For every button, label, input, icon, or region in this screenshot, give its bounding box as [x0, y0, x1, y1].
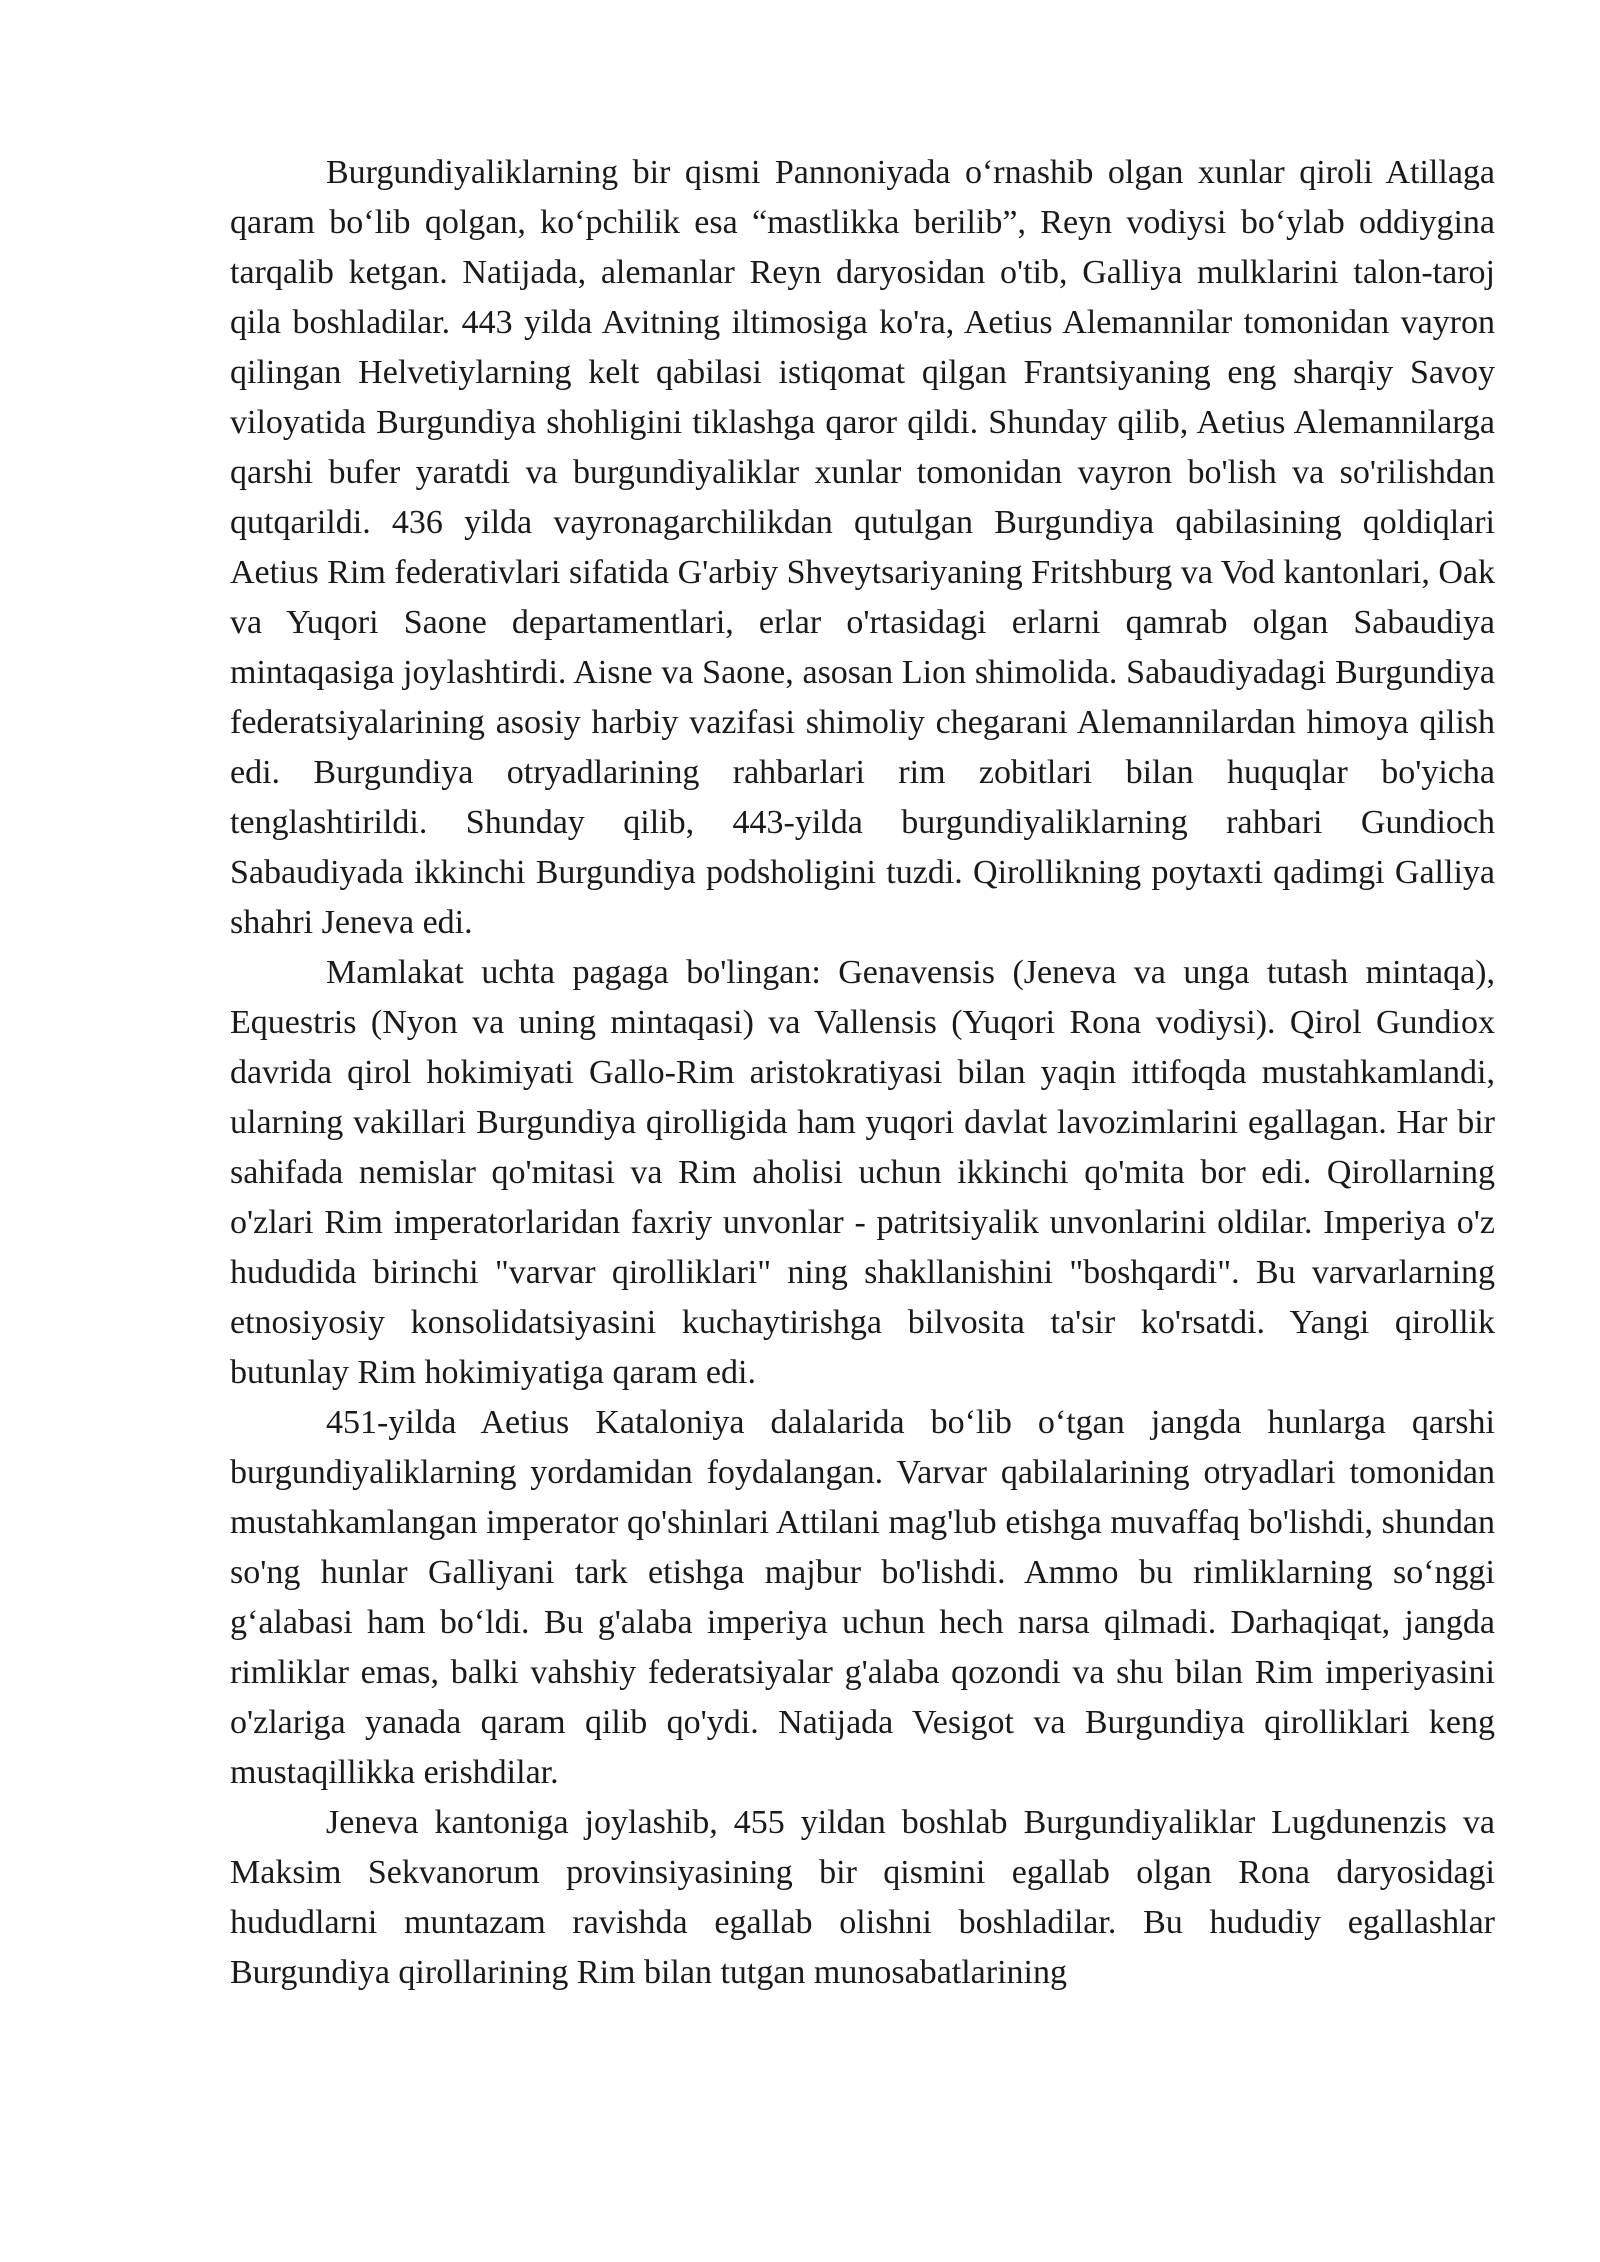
- paragraph-4: Jeneva kantoniga joylashib, 455 yildan boshlab Burgundiyaliklar Lugdunenzis va Maksim Sekvanorum provinsiyasining bir qismini egallab olgan Rona daryosidagi hududlarni muntazam ravishda egallab olishni boshladilar. Bu hududiy egallashlar Burgundiya qirollarining Rim bilan tutgan munosabatlarining: [230, 1804, 1495, 1991]
- paragraph-1: Burgundiyaliklarning bir qismi Pannoniyada o‘rnashib olgan xunlar qiroli Atillaga qaram bo‘lib qolgan, ko‘pchilik esa “mastlikka berilib”, Reyn vodiysi bo‘ylab oddiygina tarqalib ketgan. Natijada, alemanlar Reyn daryosidan o'tib, Galliya mulklarini talon-taroj qila boshladilar. 443 yilda Avitning iltimosiga ko'ra, Aetius Alemannilar tomonidan vayron qilingan Helvetiylarning kelt qabilasi istiqomat qilgan Frantsiyaning eng sharqiy Savoy viloyatida Burgundiya shohligini tiklashga qaror qildi. Shunday qilib, Aetius Alemannilarga qarshi bufer yaratdi va burgundiyaliklar xunlar tomonidan vayron bo'lish va so'rilishdan qutqarildi. 436 yilda vayronagarchilikdan qutulgan Burgundiya qabilasining qoldiqlari Aetius Rim federativlari sifatida G'arbiy Shveytsariyaning Fritshburg va Vod kantonlari, Oak va Yuqori Saone departamentlari, erlar o'rtasidagi erlarni qamrab olgan Sabaudiya mintaqasiga joylashtirdi. Aisne va Saone, asosan Lion shimolida. Sabaudiyadagi Burgundiya federatsiyalarining asosiy harbiy vazifasi shimoliy chegarani Alemannilardan himoya qilish edi. Burgundiya otryadlarining rahbarlari rim zobitlari bilan huquqlar bo'yicha tenglashtirildi. Shunday qilib, 443-yilda burgundiyaliklarning rahbari Gundioch Sabaudiyada ikkinchi Burgundiya podsholigini tuzdi. Qirollikning poytaxti qadimgi Galliya shahri Jeneva edi.: [230, 154, 1495, 941]
- document-body: [230, 148, 1495, 1998]
- paragraph-2: Mamlakat uchta pagaga bo'lingan: Genavensis (Jeneva va unga tutash mintaqa), Equestris (Nyon va uning mintaqasi) va Vallensis (Yuqori Rona vodiysi). Qirol Gundiox davrida qirol hokimiyati Gallo-Rim aristokratiyasi bilan yaqin ittifoqda mustahkamlandi, ularning vakillari Burgundiya qirolligida ham yuqori davlat lavozimlarini egallagan. Har bir sahifada nemislar qo'mitasi va Rim aholisi uchun ikkinchi qo'mita bor edi. Qirollarning o'zlari Rim imperatorlaridan faxriy unvonlar - patritsiyalik unvonlarini oldilar. Imperiya o'z hududida birinchi "varvar qirolliklari" ning shakllanishini "boshqardi". Bu varvarlarning etnosiyosiy konsolidatsiyasini kuchaytirishga bilvosita ta'sir ko'rsatdi. Yangi qirollik butunlay Rim hokimiyatiga qaram edi.: [230, 954, 1495, 1391]
- paragraph-3: 451-yilda Aetius Kataloniya dalalarida bo‘lib o‘tgan jangda hunlarga qarshi burgundiyaliklarning yordamidan foydalangan. Varvar qabilalarining otryadlari tomonidan mustahkamlangan imperator qo'shinlari Attilani mag'lub etishga muvaffaq bo'lishdi, shundan so'ng hunlar Galliyani tark etishga majbur bo'lishdi. Ammo bu rimliklarning so‘nggi g‘alabasi ham bo‘ldi. Bu g'alaba imperiya uchun hech narsa qilmadi. Darhaqiqat, jangda rimliklar emas, balki vahshiy federatsiyalar g'alaba qozondi va shu bilan Rim imperiyasini o'zlariga yanada qaram qilib qo'ydi. Natijada Vesigot va Burgundiya qirolliklari keng mustaqillikka erishdilar.: [230, 1404, 1495, 1791]
